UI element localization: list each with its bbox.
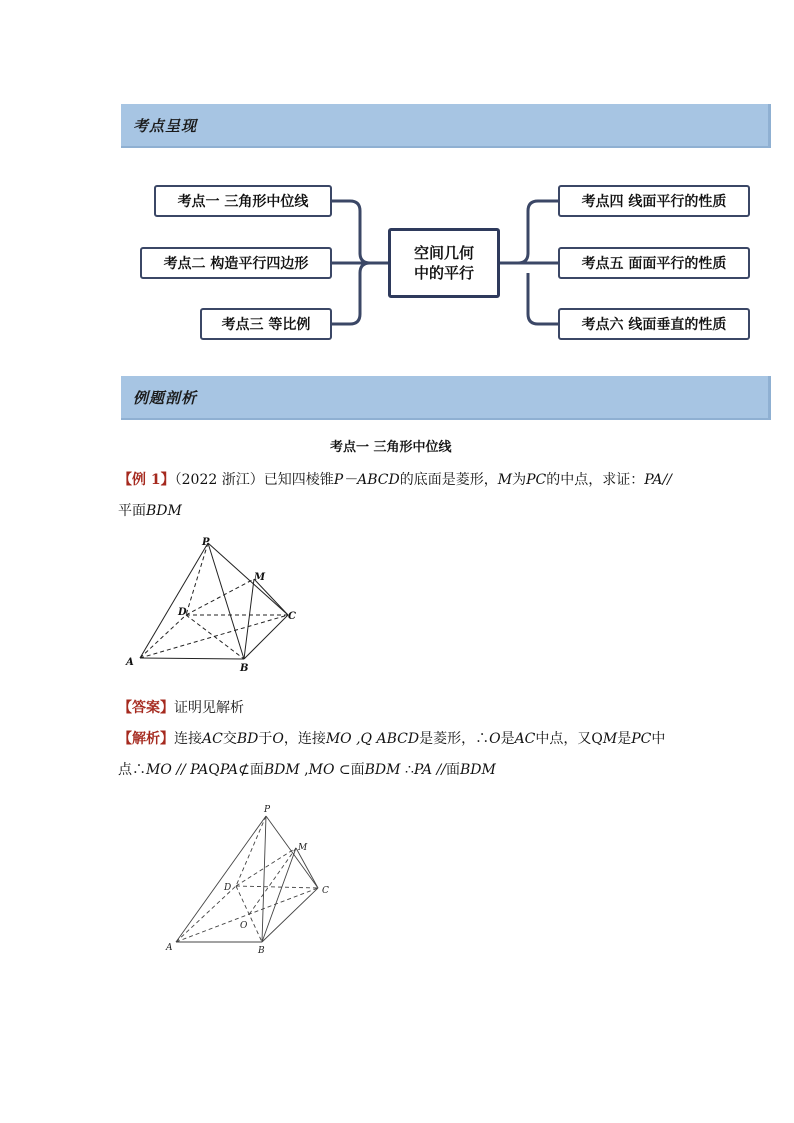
- point-label-A: A: [166, 943, 173, 953]
- mindmap-node-kaodian-6: 考点六 线面垂直的性质: [558, 308, 750, 340]
- point-label-D: D: [178, 607, 187, 618]
- mindmap-node-kaodian-5: 考点五 面面平行的性质: [558, 247, 750, 279]
- point-label-O: O: [240, 921, 248, 931]
- mindmap-node-kaodian-4: 考点四 线面平行的性质: [558, 185, 750, 217]
- section-title: 考点一 三角形中位线: [330, 440, 452, 455]
- mindmap-node-kaodian-3: 考点三 等比例: [200, 308, 332, 340]
- pyramid-figure-1: [120, 535, 310, 675]
- point-label-B: B: [240, 663, 249, 674]
- answer-line: 【答案】证明见解析: [118, 700, 244, 716]
- banner-title: 考点呈现: [133, 117, 198, 135]
- point-label-P: P: [202, 537, 210, 548]
- point-label-M: M: [298, 843, 308, 853]
- pyramid-figure-2: [160, 800, 340, 960]
- banner-title: 例题剖析: [133, 389, 198, 407]
- example-1-line-1: 【例 1】（2022 浙江）已知四棱锥P－ABCD的底面是菱形，M为PC的中点，求证：PA//: [118, 472, 672, 488]
- solution-line-1: 【解析】连接AC交BD于O，连接MO ,Q ABCD是菱形，∴O是AC中点，又QM是PC中: [118, 731, 666, 747]
- point-label-M: M: [254, 572, 266, 583]
- mindmap-node-kaodian-2: 考点二 构造平行四边形: [140, 247, 332, 279]
- point-label-P: P: [264, 805, 271, 815]
- section-banner-liti: [121, 376, 771, 420]
- point-label-C: C: [322, 886, 329, 896]
- solution-line-2: 点∴MO // PAQPA⊄面BDM ,MO ⊂面BDM ∴PA //面BDM: [118, 762, 496, 778]
- example-1-line-2: 平面BDM: [118, 503, 182, 519]
- point-label-D: D: [224, 883, 232, 893]
- mindmap-node-kaodian-1: 考点一 三角形中位线: [154, 185, 332, 217]
- point-label-A: A: [126, 657, 134, 668]
- point-label-C: C: [288, 611, 296, 622]
- point-label-B: B: [258, 946, 265, 956]
- mindmap-center-node: 空间几何中的平行: [388, 228, 500, 298]
